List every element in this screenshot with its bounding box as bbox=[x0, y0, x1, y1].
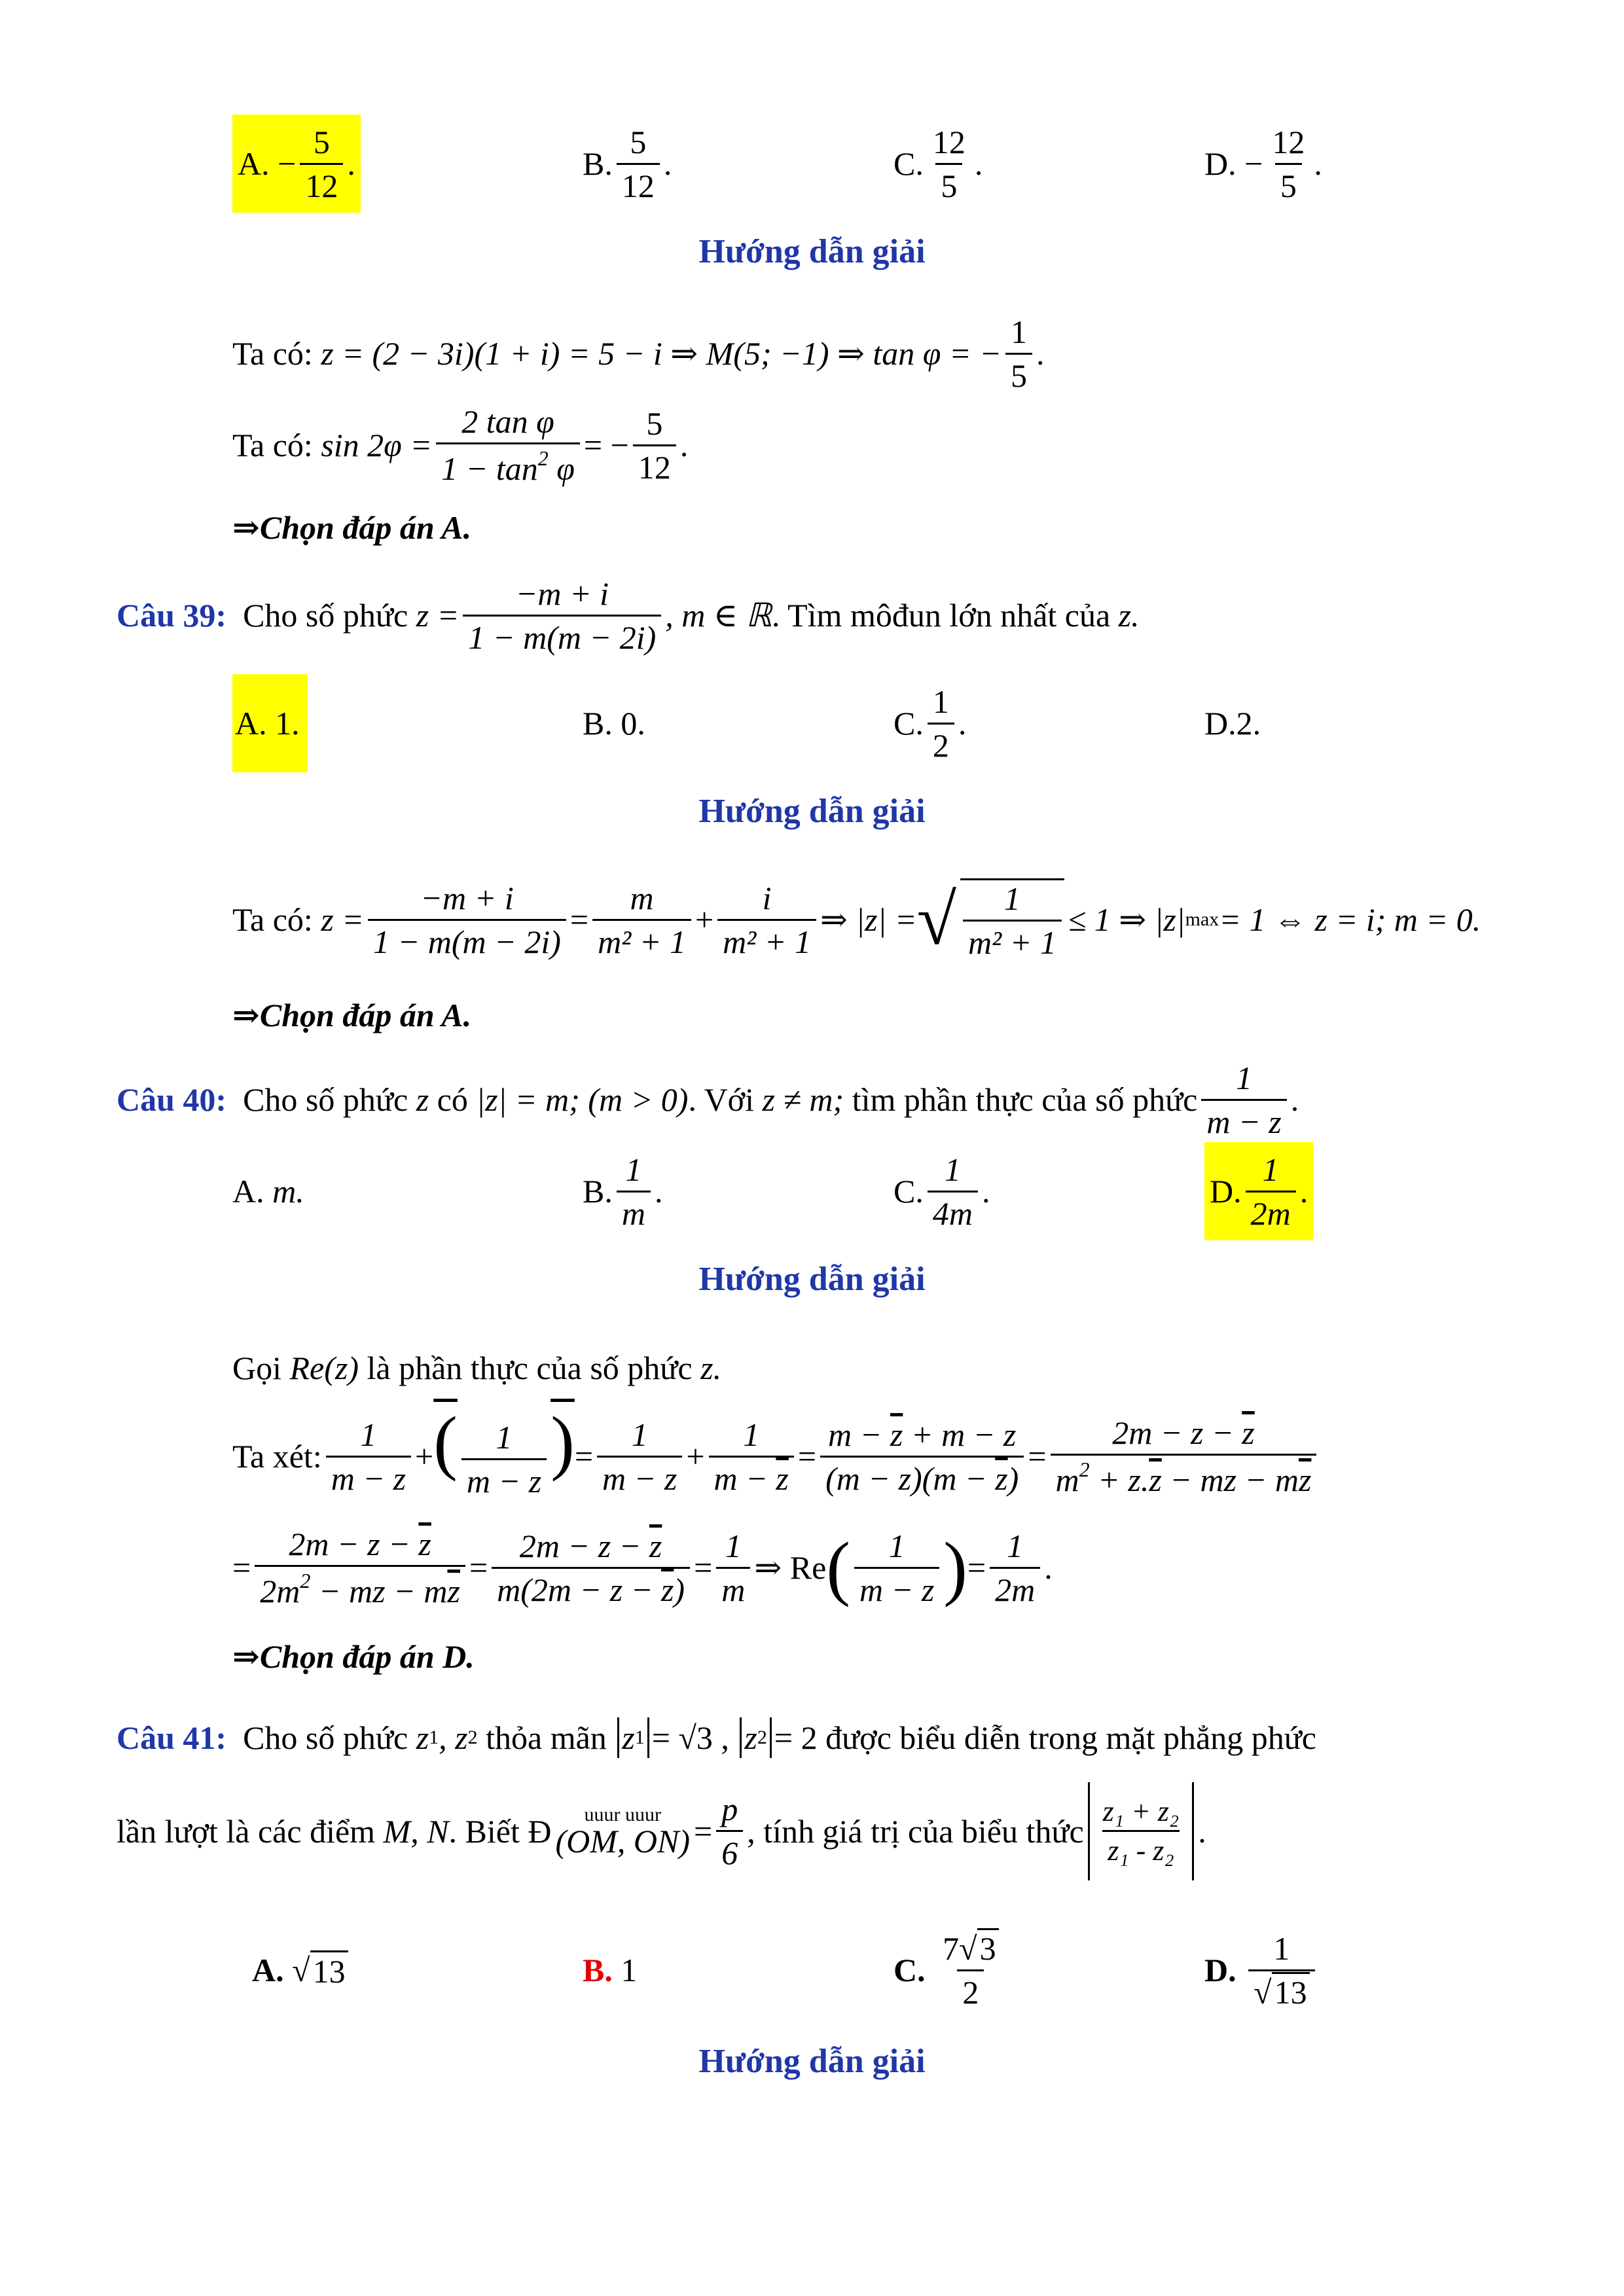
q41-stem-e3: = 2 bbox=[774, 1719, 818, 1756]
q39-option-c-fraction bbox=[928, 683, 954, 764]
q40-goi-a: Gọi bbox=[232, 1350, 281, 1386]
q39-stem-num: −m + i bbox=[515, 575, 609, 612]
q40-xet2-u1-num-b: $\overline{z}$ bbox=[418, 1526, 431, 1562]
q39-stem-c: . Tìm môđun lớn nhất của bbox=[772, 597, 1111, 634]
q40-option-b-fraction bbox=[617, 1151, 651, 1232]
q38-sol1-content bbox=[232, 304, 1044, 403]
q41-stem-line-2 bbox=[0, 1774, 1624, 1888]
q40-option-b-num: 1 bbox=[625, 1151, 642, 1188]
q41-expr-fraction bbox=[1098, 1795, 1185, 1867]
q39-sol-f2-den: m² + 1 bbox=[592, 919, 691, 960]
q39-conclusion: ⇒Chọn đáp án A. bbox=[232, 996, 472, 1033]
q38-option-a-num: 5 bbox=[313, 123, 330, 160]
q41-stem-d3: = √3 , bbox=[651, 1719, 729, 1756]
q40-xet-t6-den-d: − mz − m bbox=[1161, 1462, 1299, 1498]
q40-xet-term-6 bbox=[1051, 1414, 1317, 1498]
q38-conclusion: ⇒Chọn đáp án A. bbox=[232, 509, 472, 546]
q38-option-c-fraction bbox=[928, 124, 971, 204]
q40-xet-t5-den-b: $\overline{z}$ bbox=[995, 1460, 1008, 1497]
q38-option-a-label: A. bbox=[238, 145, 270, 182]
q40-xet2-u2-num-a: 2m − z − bbox=[519, 1527, 649, 1564]
q38-sol2-den-sup: 2 bbox=[537, 446, 549, 470]
q40-xet2-u4-den: m − z bbox=[854, 1567, 939, 1608]
q38-option-d-num: 12 bbox=[1272, 123, 1305, 160]
q40-stem-e: . Với bbox=[688, 1081, 755, 1118]
q38-option-b-fraction bbox=[617, 124, 660, 204]
q40-option-c[interactable] bbox=[893, 1142, 990, 1240]
q39-option-c-den: 2 bbox=[928, 723, 954, 764]
q40-xet2-u4-num: 1 bbox=[888, 1527, 905, 1564]
q41-option-b-value: 1 bbox=[621, 1952, 638, 1988]
q40-option-a[interactable] bbox=[232, 1142, 304, 1240]
q40-option-d-num: 1 bbox=[1262, 1151, 1279, 1188]
q39-sol-max: max bbox=[1185, 908, 1219, 930]
q39-sol-f4-num: 1 bbox=[1003, 880, 1020, 917]
q40-xet-t1-den: m − z bbox=[326, 1456, 411, 1497]
q39-sol-mid: ⇒ |z| = bbox=[820, 901, 917, 938]
q39-sol-f3-num: i bbox=[762, 879, 772, 916]
q41-stem-abs-open-1 bbox=[617, 1717, 619, 1758]
q40-xet-t2-num: 1 bbox=[496, 1418, 513, 1456]
q40-xet2-u5-den: 2m bbox=[990, 1567, 1040, 1608]
q38-option-b-den: 12 bbox=[617, 163, 660, 204]
q40-option-b[interactable] bbox=[583, 1142, 662, 1240]
q39-sol-plus: + bbox=[695, 901, 714, 938]
q41-solution-heading: Hướng dẫn giải bbox=[698, 2043, 926, 2080]
q41-option-d-label: D. bbox=[1204, 1952, 1236, 1988]
q41-line2-d: (OM, ON) bbox=[555, 1822, 691, 1859]
q38-sol2-eq: = − bbox=[583, 427, 629, 463]
q38-option-d[interactable] bbox=[1204, 115, 1322, 213]
q41-option-c-label: C. bbox=[893, 1952, 926, 1988]
q38-option-b-end: . bbox=[663, 145, 672, 182]
q39-stem-z: z = bbox=[416, 597, 460, 634]
q40-goi bbox=[232, 1319, 721, 1417]
q41-line2-e: = bbox=[694, 1812, 713, 1850]
q41-option-d-fraction bbox=[1248, 1930, 1314, 2011]
q40-xet2-paren-open: ( bbox=[826, 1528, 850, 1607]
q41-stem-line-1 bbox=[0, 1689, 1624, 1787]
q41-option-a-value: 13 bbox=[310, 1950, 348, 1990]
q39-label: Câu 39: bbox=[117, 597, 227, 634]
q40-xet2-u3-num: 1 bbox=[725, 1527, 742, 1564]
q40-goi-line bbox=[0, 1319, 1624, 1417]
q40-xet-t3-num: 1 bbox=[631, 1416, 648, 1453]
q40-xet2-term-5 bbox=[990, 1528, 1040, 1608]
q38-option-a-sign: − bbox=[278, 145, 297, 182]
q40-xet2: = $\frac{2m - z - \overline{z}}{2m^2 - mz - m\overline{z}}$ = $\frac{2m - z - \overline{z}}{m(2m - z - \overline{z})}$ = $\frac{1}{m}$ ⇒ Re ( $\frac{1}{m - z}$ ) = $\frac{1}{2m}$ . bbox=[232, 1526, 1053, 1609]
q40-xet-t6-den-b: + z. bbox=[1089, 1462, 1149, 1498]
q40-xet2-u1-den bbox=[255, 1565, 465, 1609]
q41-stem-abs-close-1 bbox=[647, 1717, 649, 1758]
q40-xet2-u2-den-b: $\overline{z}$ bbox=[660, 1571, 674, 1608]
q38-sol2-fraction-2 bbox=[633, 405, 676, 486]
q40-xet-t5-den bbox=[820, 1456, 1024, 1497]
q40-xet2-u5-num: 1 bbox=[1007, 1527, 1024, 1564]
q40-xet-term-4 bbox=[709, 1416, 794, 1497]
q41-expr-den: z₁ - z₂ bbox=[1102, 1830, 1180, 1867]
q40-option-a-value: m. bbox=[272, 1173, 304, 1210]
q38-option-d-fraction bbox=[1267, 124, 1310, 204]
q38-option-b-label: B. bbox=[583, 145, 613, 182]
q39-sol-f2-num: m bbox=[630, 879, 654, 916]
q41-stem-e2: 2 bbox=[757, 1727, 767, 1748]
q40-xet-paren-open: ( bbox=[433, 1402, 458, 1482]
q38-options-row bbox=[0, 115, 1624, 213]
q41-label: Câu 41: bbox=[117, 1719, 227, 1756]
q41-option-b-label: B. bbox=[583, 1952, 613, 1988]
q39-stem bbox=[117, 566, 1140, 664]
q40-xet-t5-den-c: ) bbox=[1007, 1460, 1019, 1497]
q41-options-row bbox=[0, 1921, 1624, 2019]
q40-option-c-label: C. bbox=[893, 1173, 924, 1210]
q41-line2-num: p bbox=[721, 1791, 738, 1827]
q38-sol2-num: 2 tan φ bbox=[461, 403, 554, 440]
q40-stem-c: có bbox=[437, 1081, 468, 1118]
q40-xet2-u1-den-sup: 2 bbox=[300, 1569, 311, 1592]
q40-xet-t5-num bbox=[823, 1416, 1021, 1456]
q39-option-c-label: C. bbox=[893, 705, 924, 742]
q40-xet-paren-close: ) bbox=[550, 1402, 575, 1482]
q39-conclusion-line bbox=[0, 965, 1624, 1064]
q40-stem-g: tìm phần thực của số phức bbox=[852, 1081, 1198, 1118]
q38-sol2-den2: 12 bbox=[633, 444, 676, 486]
q39-sol-sqrt-sign: √ bbox=[916, 880, 956, 960]
q40-xet-t5-num-a: m − bbox=[828, 1416, 890, 1453]
q40-xet-t6-den bbox=[1051, 1454, 1317, 1498]
q38-option-d-sign: − bbox=[1244, 145, 1263, 182]
q41-option-a[interactable] bbox=[252, 1921, 348, 2019]
q39-sol-fraction-3 bbox=[717, 880, 816, 960]
q40-xet-t6-den-e: $\overline{z}$ bbox=[1298, 1462, 1312, 1498]
q38-sol2-lead: Ta có: bbox=[232, 427, 313, 463]
q40-xet-term-3 bbox=[597, 1416, 682, 1497]
q40-xet2-u2-den-a: m(2m − z − bbox=[497, 1571, 661, 1608]
q38-option-b[interactable] bbox=[583, 115, 672, 213]
q38-sol2-end: . bbox=[679, 427, 689, 463]
q40-xet-lead: Ta xét: bbox=[232, 1438, 322, 1475]
q39-sol-f1-den: 1 − m(m − 2i) bbox=[368, 919, 566, 960]
q38-option-b-num: 5 bbox=[630, 123, 647, 160]
q41-stem-b2: , z bbox=[439, 1719, 468, 1756]
q38-sol2-den-a: 1 − tan bbox=[441, 450, 538, 487]
q39-option-d[interactable]: D.2. bbox=[1204, 705, 1261, 742]
q39-sol-lead: Ta có: bbox=[232, 901, 313, 938]
q41-line2-den: 6 bbox=[716, 1830, 743, 1871]
q40-xet2-u2-den-c: ) bbox=[674, 1571, 685, 1608]
q40-option-b-den: m bbox=[617, 1191, 651, 1232]
q39-sol-fraction-2 bbox=[592, 880, 691, 960]
q40-option-c-end: . bbox=[981, 1173, 990, 1210]
q40-xet2-u1-den-c: $\overline{z}$ bbox=[447, 1573, 460, 1609]
q41-expr-abs-close bbox=[1192, 1782, 1194, 1880]
q40-xet-t6-num-a: 2m − z − bbox=[1112, 1414, 1242, 1451]
q40-xet-t6-den-sup: 2 bbox=[1079, 1458, 1090, 1481]
q39-sol-fraction-4 bbox=[960, 878, 1064, 961]
q38-option-c-den: 5 bbox=[935, 163, 962, 204]
q40-xet2-u2-num-b: $\overline{z}$ bbox=[649, 1527, 662, 1564]
q40-goi-d: z. bbox=[700, 1350, 722, 1386]
q41-line2-end: . bbox=[1198, 1812, 1206, 1850]
q38-conclusion-line bbox=[0, 478, 1624, 576]
q41-stem-b: z bbox=[416, 1719, 429, 1756]
q41-option-a-sqrt-sign: √ bbox=[292, 1952, 310, 1988]
q40-xet-t4-den-b: $\overline{z}$ bbox=[776, 1460, 789, 1497]
q39-stem-den: 1 − m(m − 2i) bbox=[463, 615, 661, 656]
q40-xet2-u2-den bbox=[492, 1567, 690, 1608]
q40-option-c-num: 1 bbox=[944, 1151, 961, 1188]
q38-sol1-end: . bbox=[1036, 335, 1045, 372]
q40-stem-a: Cho số phức bbox=[243, 1081, 408, 1118]
q40-goi-c: là phần thực của số phức bbox=[367, 1350, 693, 1386]
q40-stem-b: z bbox=[416, 1081, 429, 1118]
q41-stem-a: Cho số phức bbox=[243, 1719, 408, 1756]
q38-option-c-num: 12 bbox=[932, 123, 965, 160]
q40-xet2-end: . bbox=[1044, 1549, 1053, 1586]
q41-option-c-fraction bbox=[937, 1930, 1003, 2011]
q40-stem-line bbox=[0, 1050, 1624, 1149]
q40-option-d-label: D. bbox=[1210, 1173, 1242, 1210]
q41-expr-abs-open bbox=[1088, 1782, 1090, 1880]
q40-option-b-label: B. bbox=[583, 1173, 613, 1210]
q39-stem-a: Cho số phức bbox=[243, 597, 408, 634]
q40-xet-t5-num-c: + m − z bbox=[903, 1416, 1017, 1453]
q40-option-d-end: . bbox=[1299, 1173, 1308, 1210]
q41-option-c-den: 2 bbox=[957, 1969, 984, 2011]
q39-sol-fraction-1 bbox=[368, 880, 566, 960]
q39-sol-f3-den: m² + 1 bbox=[717, 919, 816, 960]
q40-xet: Ta xét: $\frac{1}{m - z}$ + ( $\frac{1}{m - z}$ ) = $\frac{1}{m - z}$ + $\frac{1}{m - \overline{z}}$ = $\frac{m - \overline{z} + m - z}{(m - z)(m - \overline{z})}$ = $\frac{2m - z - \overline{z}}{m^2 + z.\overline{z} - mz - m\overline{z}}$ bbox=[232, 1407, 1320, 1505]
q40-xet2-u1-den-b: − mz − m bbox=[310, 1573, 448, 1609]
q40-xet-t4-num: 1 bbox=[743, 1416, 760, 1453]
q40-option-a-label: A. bbox=[232, 1173, 264, 1210]
q40-option-c-den: 4m bbox=[928, 1191, 978, 1232]
q40-xet-t5-num-b: $\overline{z}$ bbox=[890, 1416, 903, 1453]
q40-xet2-paren-close: ) bbox=[943, 1528, 967, 1607]
q40-xet-line bbox=[0, 1402, 1624, 1505]
q38-sol2-fraction-1 bbox=[436, 403, 580, 487]
q41-option-d-den-value: 13 bbox=[1272, 1972, 1310, 2011]
q40-xet-conjugate-group bbox=[433, 1402, 575, 1499]
q39-option-c-end: . bbox=[958, 705, 967, 742]
q40-xet-t2-den: m − z bbox=[461, 1458, 547, 1499]
q40-option-d-den: 2m bbox=[1246, 1191, 1296, 1232]
q40-xet-t4-den-a: m − bbox=[713, 1460, 776, 1497]
q40-label: Câu 40: bbox=[117, 1081, 227, 1118]
q41-line2-vector-group bbox=[555, 1805, 690, 1857]
q41-stem-1 bbox=[117, 1689, 1316, 1787]
q39-stem-d: z. bbox=[1118, 597, 1140, 634]
q41-option-d-num: 1 bbox=[1273, 1929, 1290, 1967]
q38-sol1-expr: z = (2 − 3i)(1 + i) = 5 − i ⇒ M(5; −1) ⇒ tan φ = − bbox=[321, 335, 1001, 372]
q38-option-a-fraction bbox=[300, 124, 343, 204]
q38-solution-line-1 bbox=[0, 304, 1624, 403]
q39-sol-end: = 1 ⇔ z = i; m = 0. bbox=[1219, 901, 1481, 938]
q40-stem-f: z ≠ m; bbox=[762, 1081, 844, 1118]
q39-stem-b: , m ∈ ℝ bbox=[665, 597, 772, 634]
q40-xet-term-2 bbox=[461, 1419, 547, 1499]
q39-stem-line bbox=[0, 566, 1624, 664]
q41-line2-vec: uuur uuur bbox=[584, 1803, 661, 1825]
q39-option-c-num: 1 bbox=[932, 683, 949, 720]
q40-xet2-line bbox=[0, 1518, 1624, 1617]
q38-option-d-den: 5 bbox=[1275, 163, 1302, 204]
q40-stem-end: . bbox=[1290, 1081, 1299, 1118]
q40-stem bbox=[117, 1050, 1299, 1149]
q38-option-d-label: D. bbox=[1204, 145, 1236, 182]
q40-xet2-term-1 bbox=[255, 1526, 465, 1609]
q39-stem-fraction bbox=[463, 575, 661, 656]
q41-stem-c: thỏa mãn bbox=[486, 1719, 607, 1756]
q40-stem-d: |z| = m; (m > 0) bbox=[476, 1081, 689, 1118]
q38-option-a-end: . bbox=[347, 145, 355, 182]
q38-sol1-num: 1 bbox=[1010, 313, 1027, 350]
q41-line2-fraction bbox=[716, 1791, 743, 1871]
q40-stem-den: m − z bbox=[1201, 1099, 1286, 1140]
q41-option-d[interactable] bbox=[1204, 1921, 1319, 2019]
q41-line2-f: , tính giá trị của biểu thức bbox=[747, 1812, 1084, 1850]
q39-options-row bbox=[0, 674, 1624, 772]
q40-xet-t6-den-c: $\overline{z}$ bbox=[1149, 1462, 1162, 1498]
q38-option-c-label: C. bbox=[893, 145, 924, 182]
q39-option-b[interactable]: B. 0. bbox=[583, 705, 645, 742]
q40-xet-t1-num: 1 bbox=[360, 1416, 377, 1453]
q41-stem-abs-close-2 bbox=[770, 1717, 772, 1758]
q41-stem-abs-open-2 bbox=[740, 1717, 742, 1758]
q41-option-b[interactable] bbox=[583, 1921, 637, 2019]
q41-stem-b1: 1 bbox=[429, 1727, 439, 1748]
q40-option-c-fraction bbox=[928, 1151, 978, 1232]
q41-line2-a: lần lượt là các điểm bbox=[117, 1812, 376, 1850]
q40-xet2-term-2 bbox=[492, 1528, 690, 1608]
q38-sol2-den-b: φ bbox=[548, 450, 575, 487]
q40-xet2-u2-num bbox=[514, 1528, 668, 1567]
q41-stem-b3: 2 bbox=[467, 1727, 478, 1748]
q41-stem-d2: 1 bbox=[634, 1727, 645, 1748]
q41-stem-e1: z bbox=[744, 1719, 757, 1756]
q40-xet2-u1-num bbox=[283, 1526, 437, 1565]
q40-xet2-eq: = bbox=[232, 1549, 251, 1586]
q39-sol-content: Ta có: z = $\frac{-m + i}{1 - m(m - 2i)}$ = $\frac{m}{\text{m² + 1}}$ + $\frac{i}{\text{m² + 1}}$ ⇒ |z| = √ $\frac{1}{\text{m² + 1}}$ ≤ 1 ⇒ |z| max = 1 ⇔ z = i; m = 0. bbox=[232, 879, 1481, 961]
q40-conclusion: ⇒Chọn đáp án D. bbox=[232, 1638, 475, 1675]
q41-expr-num: z₁ + z₂ bbox=[1102, 1795, 1180, 1827]
q41-option-c[interactable] bbox=[893, 1921, 1008, 2019]
q40-xet-t6-num bbox=[1107, 1414, 1260, 1454]
q40-options-row bbox=[0, 1142, 1624, 1240]
q38-option-c-end: . bbox=[974, 145, 983, 182]
q41-option-c-num-b: 3 bbox=[977, 1928, 999, 1967]
q38-option-a[interactable] bbox=[232, 115, 361, 213]
q40-goi-b: Re(z) bbox=[289, 1350, 359, 1386]
q40-stem-fraction bbox=[1201, 1060, 1286, 1140]
q40-xet-t5-den-a: (m − z)(m − bbox=[825, 1460, 996, 1497]
q38-solution-heading: Hướng dẫn giải bbox=[698, 233, 926, 270]
q40-xet2-u1-num-a: 2m − z − bbox=[289, 1526, 419, 1562]
q41-option-d-den: √13 bbox=[1248, 1969, 1314, 2011]
q38-sol2-expr: sin 2φ = bbox=[321, 427, 433, 463]
q41-option-a-label: A. bbox=[252, 1952, 284, 1988]
q38-option-d-end: . bbox=[1314, 145, 1322, 182]
q40-option-d-fraction bbox=[1246, 1151, 1296, 1232]
q40-xet2-term-4 bbox=[854, 1528, 939, 1608]
q40-solution-heading: Hướng dẫn giải bbox=[698, 1261, 926, 1298]
q38-sol2-num2: 5 bbox=[646, 404, 663, 442]
q40-xet-t6-num-b: $\overline{z}$ bbox=[1242, 1414, 1255, 1451]
q39-option-c[interactable] bbox=[893, 674, 966, 772]
q40-xet-term-1 bbox=[326, 1416, 411, 1497]
q40-option-b-end: . bbox=[654, 1173, 663, 1210]
q41-stem-f: được biểu diễn trong mặt phẳng phức bbox=[825, 1719, 1316, 1756]
q40-xet-t3-den: m − z bbox=[597, 1456, 682, 1497]
q40-xet2-u3-den: m bbox=[716, 1567, 750, 1608]
q39-sol-f4-den: m² + 1 bbox=[963, 920, 1062, 961]
q38-sol1-lead: Ta có: bbox=[232, 335, 313, 372]
q41-line2-c: . Biết Đ bbox=[448, 1812, 552, 1850]
q39-solution-line bbox=[0, 870, 1624, 969]
q40-option-d[interactable] bbox=[1204, 1142, 1313, 1240]
q41-option-c-num: 7√3 bbox=[937, 1930, 1003, 1969]
q41-option-c-num-a: 7 bbox=[943, 1929, 960, 1967]
q41-stem-2 bbox=[117, 1774, 1206, 1888]
q39-sol-f1-num: −m + i bbox=[420, 879, 514, 916]
q39-option-a[interactable]: A. 1. bbox=[232, 674, 308, 772]
q41-line2-b: M, N bbox=[383, 1812, 449, 1850]
q38-sol1-den: 5 bbox=[1005, 353, 1032, 394]
q39-sol-tail: ≤ 1 ⇒ |z| bbox=[1068, 901, 1185, 938]
q41-stem-d1: z bbox=[622, 1719, 635, 1756]
q38-option-c[interactable] bbox=[893, 115, 983, 213]
q39-solution-heading: Hướng dẫn giải bbox=[698, 793, 926, 830]
q40-xet2-term-3 bbox=[716, 1528, 750, 1608]
q38-option-a-den: 12 bbox=[300, 163, 343, 204]
q40-stem-num: 1 bbox=[1236, 1059, 1253, 1096]
q40-xet-t4-den bbox=[709, 1456, 794, 1497]
q39-sol-z: z = bbox=[321, 901, 365, 938]
q40-xet2-u1-den-a: 2m bbox=[260, 1573, 300, 1609]
q40-xet-term-5 bbox=[820, 1416, 1024, 1497]
q40-xet-t6-den-a: m bbox=[1055, 1462, 1079, 1498]
q40-xet2-re: ⇒ Re bbox=[754, 1549, 827, 1586]
q38-sol1-fraction bbox=[1005, 314, 1032, 394]
